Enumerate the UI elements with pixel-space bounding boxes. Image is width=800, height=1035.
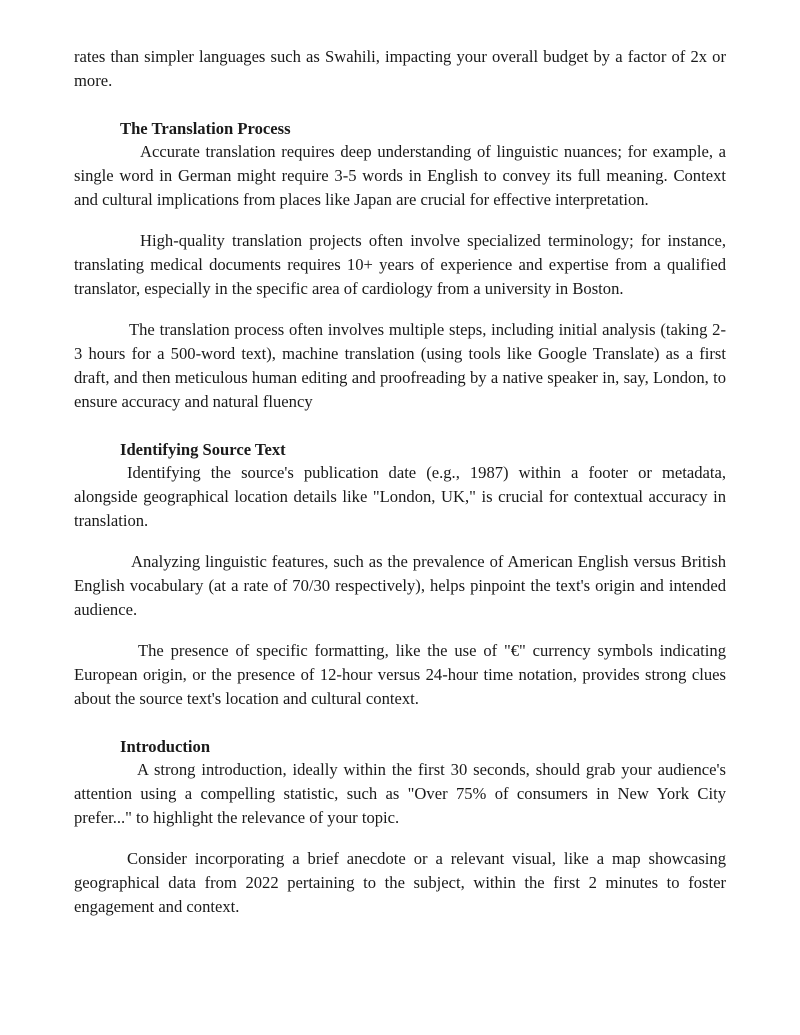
intro-fragment: rates than simpler languages such as Swahili, impacting your overall budget by a factor of 2x or more. <box>74 47 726 90</box>
paragraph: Analyzing linguistic features, such as the prevalence of American English versus British English vocabulary (at a rate of 70/30 respectively), helps pinpoint the text's origin and intended audience. <box>74 552 726 619</box>
section-introduction <box>74 736 726 919</box>
section-translation-process <box>74 118 726 414</box>
paragraph: The presence of specific formatting, like the use of "€" currency symbols indicating European origin, or the presence of 12-hour versus 24-hour time notation, provides strong clues about the source text's location and cultural context. <box>74 641 726 708</box>
paragraph: Accurate translation requires deep understanding of linguistic nuances; for example, a single word in German might require 3-5 words in English to convey its full meaning. Context and cultural implications from places like Japan are crucial for effective interpretation. <box>74 142 726 209</box>
paragraph: Consider incorporating a brief anecdote or a relevant visual, like a map showcasing geographical data from 2022 pertaining to the subject, within the first 2 minutes to foster engagement and context. <box>74 849 726 916</box>
section-heading-introduction: Introduction <box>120 737 211 756</box>
section-identifying-source-text <box>74 439 726 711</box>
section-heading-translation-process: The Translation Process <box>120 119 291 138</box>
section-heading-identifying-source-text: Identifying Source Text <box>120 440 286 459</box>
paragraph: High-quality translation projects often involve specialized terminology; for instance, translating medical documents requires 10+ years of experience and expertise from a qualified translator, especially in the specific area of cardiology from a university in Boston. <box>74 231 726 298</box>
paragraph: The translation process often involves multiple steps, including initial analysis (taking 2-3 hours for a 500-word text), machine translation (using tools like Google Translate) as a first draft, and then meticulous human editing and proofreading by a native speaker in, say, London, to ensure accuracy and natural fluency <box>74 320 726 411</box>
paragraph: Identifying the source's publication date (e.g., 1987) within a footer or metadata, alongside geographical location details like "London, UK," is crucial for contextual accuracy in translation. <box>74 463 726 530</box>
paragraph: A strong introduction, ideally within the first 30 seconds, should grab your audience's attention using a compelling statistic, such as "Over 75% of consumers in New York City prefer..." to highlight the relevance of your topic. <box>74 760 726 827</box>
document-page <box>74 45 726 919</box>
